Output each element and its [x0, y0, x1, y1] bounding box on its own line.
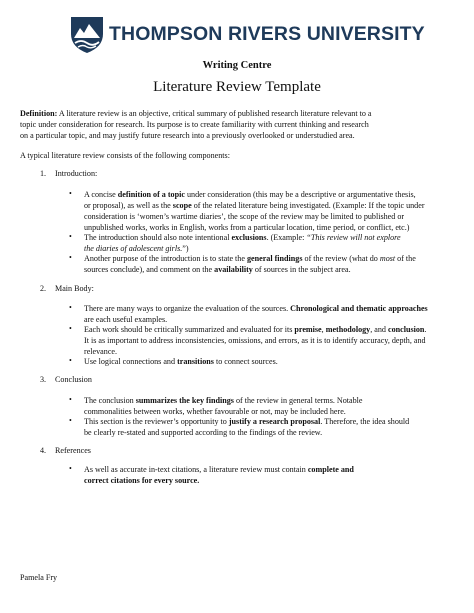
body-bullet-2-line-2: It is as important to address inconsistencies, omissions, and errors, as it is to identify accuracy, depth, and: [84, 336, 426, 345]
components-intro: A typical literature review consists of the following components:: [20, 151, 230, 160]
intro-bullet-1-line-4: unpublished works, works in English, works from a particular location, time period, or conflict, etc.): [84, 223, 410, 232]
section-title-conclusion: Conclusion: [55, 375, 92, 384]
bullet-icon: •: [69, 356, 72, 365]
references-bullet-1-line-2: correct citations for every source.: [84, 476, 200, 485]
department-name: Writing Centre: [202, 60, 272, 71]
university-logo: [69, 14, 425, 54]
university-name: THOMPSON RIVERS UNIVERSITY: [109, 23, 425, 45]
author-name: Pamela Fry: [20, 573, 58, 582]
bullet-icon: •: [69, 395, 72, 404]
section-title-main-body: Main Body:: [55, 284, 94, 293]
conclusion-bullet-1-line-2: commonalities between works, whether favourable or not, may be included here.: [84, 407, 346, 416]
definition-line-3: on a particular topic, and may justify future research into a previously overlooked or understudied area.: [20, 131, 355, 140]
conclusion-bullet-2-line-2: be clearly re-stated and supported according to the findings of the review.: [84, 428, 323, 437]
intro-bullet-1-line-2: or proposal), as well as the scope of the related literature being investigated. (Example: If the topic under: [84, 201, 425, 210]
section-number: 1.: [40, 169, 47, 178]
definition-line-1: Definition: A literature review is an objective, critical summary of published research literature relevant to a: [20, 109, 372, 118]
body-bullet-1-line-2: are each useful examples.: [84, 315, 168, 324]
section-number: 4.: [40, 446, 47, 455]
intro-bullet-2-line-2: the diaries of adolescent girls.”): [84, 244, 189, 253]
intro-bullet-2: The introduction should also note intentional exclusions. (Example: “This review will not explore: [84, 233, 401, 242]
conclusion-bullet-2: This section is the reviewer’s opportunity to justify a research proposal. Therefore, the idea should: [84, 417, 410, 426]
body-bullet-3: Use logical connections and transitions to connect sources.: [84, 357, 278, 366]
body-bullet-1: There are many ways to organize the evaluation of the sources. Chronological and thematic approaches: [84, 304, 428, 313]
bullet-icon: •: [69, 189, 72, 198]
bullet-icon: •: [69, 324, 72, 333]
bullet-icon: •: [69, 464, 72, 473]
university-crest-icon: [69, 14, 105, 54]
page-title: Literature Review Template: [153, 79, 321, 95]
references-bullet-1: As well as accurate in-text citations, a literature review must contain complete and: [84, 465, 354, 474]
conclusion-bullet-1: The conclusion summarizes the key findings of the review in general terms. Notable: [84, 396, 363, 405]
definition-line-2: topic under consideration for research. Its purpose is to create familiarity with current thinking and research: [20, 120, 369, 129]
section-title-references: References: [55, 446, 91, 455]
intro-bullet-1-line-3: consideration is ‘women’s wartime diaries’, the scope of the review may be limited to published or: [84, 212, 405, 221]
bullet-icon: •: [69, 303, 72, 312]
bullet-icon: •: [69, 253, 72, 262]
section-number: 3.: [40, 375, 47, 384]
intro-bullet-1: A concise definition of a topic under consideration (this may be a descriptive or argumentative thesis,: [84, 190, 416, 199]
body-bullet-2-line-3: relevance.: [84, 347, 118, 356]
intro-bullet-3: Another purpose of the introduction is to state the general findings of the review (what do most of the: [84, 254, 416, 263]
section-number: 2.: [40, 284, 47, 293]
section-title-introduction: Introduction:: [55, 169, 98, 178]
intro-bullet-3-line-2: sources conclude), and comment on the availability of sources in the subject area.: [84, 265, 351, 274]
bullet-icon: •: [69, 232, 72, 241]
body-bullet-2: Each work should be critically summarized and evaluated for its premise, methodology, and conclusion.: [84, 325, 427, 334]
bullet-icon: •: [69, 416, 72, 425]
